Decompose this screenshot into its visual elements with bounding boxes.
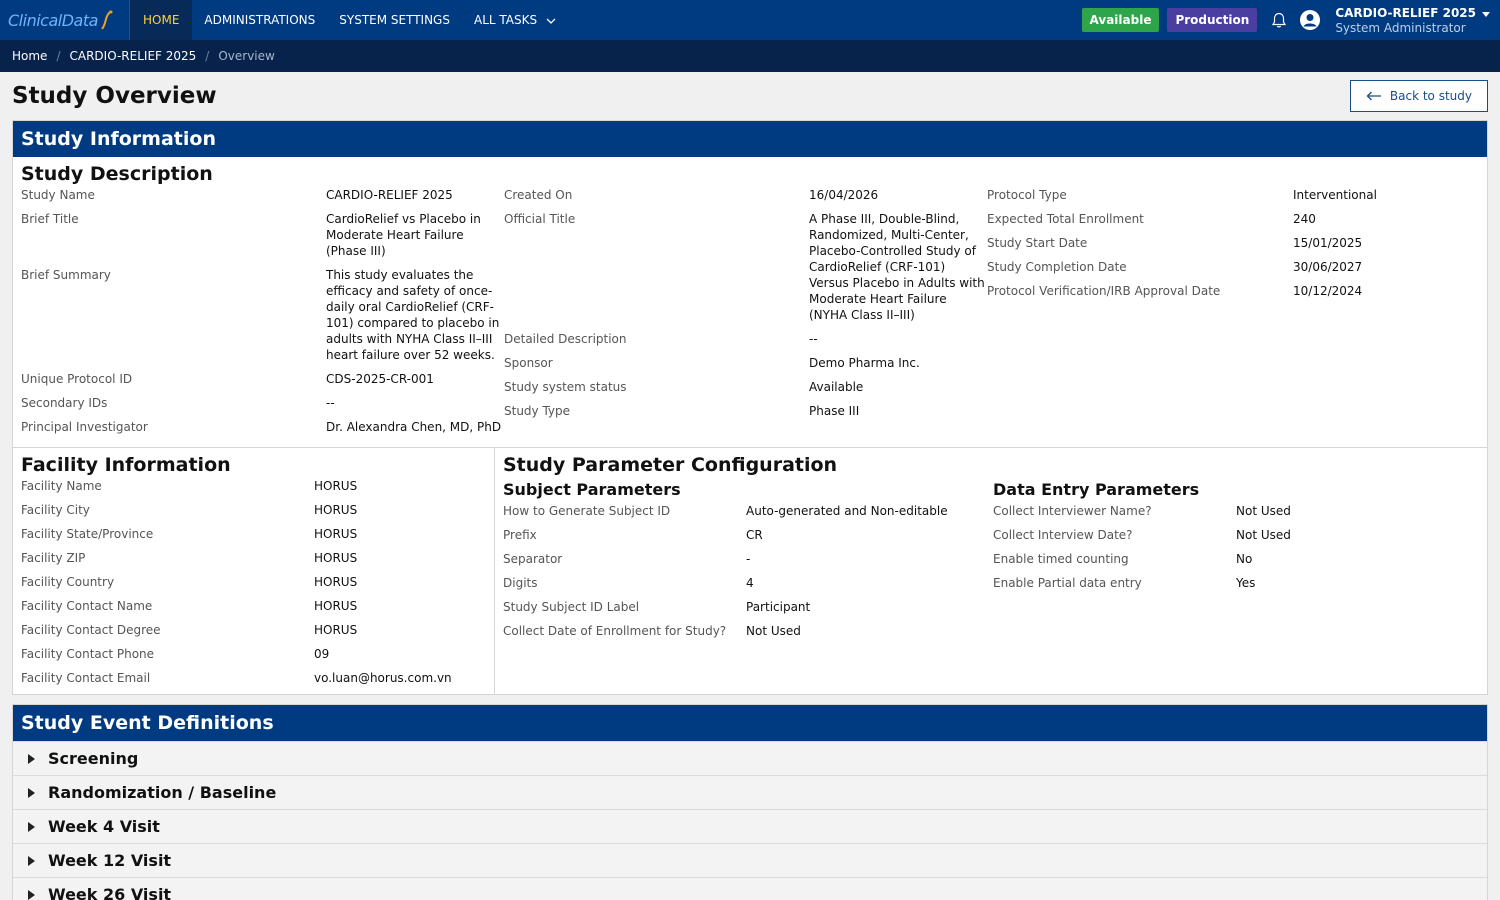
facility-field-row xyxy=(13,574,494,590)
facility-field-row xyxy=(13,502,494,518)
data-entry-parameters-list xyxy=(993,503,1483,591)
study-field-row xyxy=(987,211,1473,227)
breadcrumb-home[interactable]: Home xyxy=(12,49,48,63)
study-description-grid xyxy=(13,187,1487,447)
study-field-label: Brief Summary xyxy=(21,268,111,282)
subject-param-row xyxy=(503,599,993,615)
study-field-row xyxy=(504,211,987,323)
entry-param-value: No xyxy=(1236,552,1253,566)
current-study-name: CARDIO-RELIEF 2025 xyxy=(1335,5,1476,20)
study-field-row xyxy=(504,379,987,395)
subject-parameters-title: Subject Parameters xyxy=(503,480,681,499)
facility-field-label: Facility Contact Name xyxy=(21,599,153,613)
entry-param-value: Not Used xyxy=(1236,528,1291,542)
study-field-value: -- xyxy=(326,396,335,410)
study-field-value: 30/06/2027 xyxy=(1293,260,1363,274)
study-field-label: Study Start Date xyxy=(987,236,1088,250)
study-field-label: Secondary IDs xyxy=(21,396,108,410)
study-field-value: Interventional xyxy=(1293,188,1377,202)
data-entry-parameters-title: Data Entry Parameters xyxy=(993,480,1200,499)
study-field-label: Unique Protocol ID xyxy=(21,372,133,386)
subject-param-label: Study Subject ID Label xyxy=(503,600,640,614)
facility-field-row xyxy=(13,622,494,638)
study-field-label: Created On xyxy=(504,188,573,202)
expand-triangle-icon xyxy=(28,754,35,764)
event-definition-row[interactable] xyxy=(13,775,1487,809)
caret-down-icon[interactable] xyxy=(1482,6,1490,20)
breadcrumb-separator: / xyxy=(205,49,210,63)
subject-param-value: - xyxy=(746,552,751,566)
study-field-row xyxy=(504,355,987,371)
study-field-value: 16/04/2026 xyxy=(809,188,879,202)
facility-list xyxy=(13,478,494,686)
nav-administrations-label: ADMINISTRATIONS xyxy=(204,13,316,27)
subject-param-row xyxy=(503,551,993,567)
event-list xyxy=(13,741,1487,900)
subject-param-label: Separator xyxy=(503,552,563,566)
facility-field-value: HORUS xyxy=(314,551,358,565)
study-field-label: Protocol Verification/IRB Approval Date xyxy=(987,284,1221,298)
study-information-header: Study Information xyxy=(13,121,1487,157)
description-column-2 xyxy=(504,187,987,443)
top-nav xyxy=(0,0,1500,40)
subject-param-value: Not Used xyxy=(746,624,801,638)
entry-param-value: Not Used xyxy=(1236,504,1291,518)
nav-administrations[interactable] xyxy=(192,0,327,40)
facility-information-section xyxy=(13,448,495,694)
facility-field-row xyxy=(13,478,494,494)
entry-param-label: Collect Interviewer Name? xyxy=(993,504,1152,518)
user-avatar-icon[interactable] xyxy=(1299,9,1321,31)
study-field-label: Brief Title xyxy=(21,212,79,226)
subject-param-label: How to Generate Subject ID xyxy=(503,504,671,518)
facility-information-title: Facility Information xyxy=(21,454,231,476)
study-field-row xyxy=(21,395,504,411)
subject-param-row xyxy=(503,527,993,543)
subject-param-label: Digits xyxy=(503,576,538,590)
back-to-study-button[interactable] xyxy=(1350,80,1488,112)
nav-system-settings[interactable] xyxy=(327,0,462,40)
facility-field-value: 09 xyxy=(314,647,330,661)
facility-field-label: Facility City xyxy=(21,503,90,517)
entry-param-label: Enable Partial data entry xyxy=(993,576,1142,590)
subject-param-label: Prefix xyxy=(503,528,537,542)
study-field-value: CardioRelief vs Placebo in Moderate Heart Failure (Phase III) xyxy=(326,212,481,258)
study-field-label: Detailed Description xyxy=(504,332,627,346)
study-field-label: Protocol Type xyxy=(987,188,1067,202)
entry-param-row xyxy=(993,575,1483,591)
facility-field-label: Facility Contact Email xyxy=(21,671,151,685)
entry-param-row xyxy=(993,551,1483,567)
breadcrumb-current: Overview xyxy=(218,49,275,63)
facility-field-value: HORUS xyxy=(314,575,358,589)
nav-all-tasks[interactable] xyxy=(462,0,568,40)
facility-field-value: HORUS xyxy=(314,503,358,517)
study-parameter-section xyxy=(495,448,1491,694)
study-field-value: 240 xyxy=(1293,212,1316,226)
study-field-row xyxy=(504,403,987,419)
study-field-row xyxy=(504,331,987,347)
study-field-value: Phase III xyxy=(809,404,860,418)
study-description-title: Study Description xyxy=(21,163,213,185)
chevron-down-icon xyxy=(546,13,556,27)
study-field-label: Expected Total Enrollment xyxy=(987,212,1144,226)
page-title: Study Overview xyxy=(12,83,217,109)
nav-all-tasks-label: ALL TASKS xyxy=(473,13,538,27)
notification-bell-icon[interactable] xyxy=(1267,12,1291,29)
nav-home[interactable] xyxy=(130,0,192,40)
event-definition-label: Week 4 Visit xyxy=(48,817,160,836)
arrow-left-icon xyxy=(1366,91,1382,101)
expand-triangle-icon xyxy=(28,822,35,832)
facility-field-value: HORUS xyxy=(314,479,358,493)
study-field-value: CDS-2025-CR-001 xyxy=(326,372,434,386)
study-field-row xyxy=(21,187,504,203)
study-field-row xyxy=(987,187,1473,203)
study-field-value: -- xyxy=(809,332,818,346)
app-logo[interactable] xyxy=(0,0,130,40)
current-study-selector[interactable] xyxy=(1335,6,1476,35)
study-field-value: This study evaluates the efficacy and safety of once-daily oral CardioRelief (CRF-101) compared to placebo in adults with NYHA Class II–III heart failure over 52 weeks. xyxy=(326,268,500,362)
study-event-definitions-header: Study Event Definitions xyxy=(13,705,1487,741)
facility-field-value: vo.luan@horus.com.vn xyxy=(314,671,452,685)
entry-param-label: Enable timed counting xyxy=(993,552,1129,566)
entry-param-value: Yes xyxy=(1236,576,1256,590)
study-parameter-title: Study Parameter Configuration xyxy=(503,454,838,476)
event-definition-label: Week 12 Visit xyxy=(48,851,172,870)
entry-param-row xyxy=(993,503,1483,519)
description-column-1 xyxy=(21,187,504,443)
facility-field-label: Facility Contact Phone xyxy=(21,647,155,661)
facility-field-label: Facility State/Province xyxy=(21,527,154,541)
event-definition-row[interactable] xyxy=(13,877,1487,900)
logo-text: ClinicalData xyxy=(8,10,98,30)
study-field-row xyxy=(987,259,1473,275)
subject-param-value: CR xyxy=(746,528,763,542)
facility-field-value: HORUS xyxy=(314,527,358,541)
user-role: System Administrator xyxy=(1335,20,1466,35)
subject-parameters xyxy=(503,478,993,647)
environment-badge: Production xyxy=(1167,8,1257,32)
facility-field-label: Facility Contact Degree xyxy=(21,623,161,637)
study-event-definitions-panel xyxy=(12,704,1488,900)
study-field-value: Dr. Alexandra Chen, MD, PhD xyxy=(326,420,502,434)
expand-triangle-icon xyxy=(28,856,35,866)
study-field-value: A Phase III, Double-Blind, Randomized, Multi-Center, Placebo-Controlled Study of CardioRelief (CRF-101) Versus Placebo in Adults with Moderate Heart Failure (NYHA Class II–III) xyxy=(809,212,985,322)
entry-param-row xyxy=(993,527,1483,543)
expand-triangle-icon xyxy=(28,890,35,900)
study-field-row xyxy=(21,371,504,387)
facility-field-label: Facility Country xyxy=(21,575,115,589)
entry-param-label: Collect Interview Date? xyxy=(993,528,1133,542)
study-field-value: 10/12/2024 xyxy=(1293,284,1363,298)
facility-field-label: Facility ZIP xyxy=(21,551,86,565)
study-field-label: Official Title xyxy=(504,212,576,226)
event-definition-label: Week 26 Visit xyxy=(48,885,172,900)
breadcrumb-study[interactable]: CARDIO-RELIEF 2025 xyxy=(69,49,197,63)
study-field-row xyxy=(987,235,1473,251)
event-definition-label: Screening xyxy=(48,749,139,768)
facility-field-row xyxy=(13,550,494,566)
facility-field-row xyxy=(13,670,494,686)
subject-param-value: Auto-generated and Non-editable xyxy=(746,504,948,518)
description-column-3 xyxy=(987,187,1473,443)
breadcrumb-separator: / xyxy=(56,49,61,63)
study-field-row xyxy=(21,211,504,259)
facility-field-row xyxy=(13,646,494,662)
subject-param-label: Collect Date of Enrollment for Study? xyxy=(503,624,727,638)
study-field-label: Study Completion Date xyxy=(987,260,1127,274)
study-field-value: Available xyxy=(809,380,864,394)
study-field-label: Study Name xyxy=(21,188,95,202)
facility-field-value: HORUS xyxy=(314,623,358,637)
back-to-study-label: Back to study xyxy=(1389,89,1472,103)
logo-swoosh-icon xyxy=(99,9,113,31)
study-field-row xyxy=(987,283,1473,299)
facility-field-row xyxy=(13,598,494,614)
breadcrumb xyxy=(0,40,1500,72)
event-definition-row[interactable] xyxy=(13,809,1487,843)
facility-field-value: HORUS xyxy=(314,599,358,613)
facility-field-label: Facility Name xyxy=(21,479,102,493)
event-definition-row[interactable] xyxy=(13,843,1487,877)
study-field-row xyxy=(21,267,504,363)
data-entry-parameters xyxy=(993,478,1483,647)
study-field-label: Study system status xyxy=(504,380,627,394)
expand-triangle-icon xyxy=(28,788,35,798)
study-field-value: CARDIO-RELIEF 2025 xyxy=(326,188,453,202)
nav-home-label: HOME xyxy=(143,13,180,27)
study-information-panel xyxy=(12,120,1488,695)
event-definition-label: Randomization / Baseline xyxy=(48,783,277,802)
nav-system-settings-label: SYSTEM SETTINGS xyxy=(339,13,450,27)
study-field-value: Demo Pharma Inc. xyxy=(809,356,920,370)
subject-param-value: 4 xyxy=(746,576,754,590)
study-field-value: 15/01/2025 xyxy=(1293,236,1363,250)
subject-param-row xyxy=(503,503,993,519)
facility-field-row xyxy=(13,526,494,542)
study-field-row xyxy=(504,187,987,203)
study-field-label: Sponsor xyxy=(504,356,553,370)
event-definition-row[interactable] xyxy=(13,741,1487,775)
subject-param-row xyxy=(503,575,993,591)
subject-param-row xyxy=(503,623,993,639)
subject-param-value: Participant xyxy=(746,600,811,614)
study-field-label: Principal Investigator xyxy=(21,420,148,434)
status-badge: Available xyxy=(1082,8,1160,32)
study-field-label: Study Type xyxy=(504,404,571,418)
subject-parameters-list xyxy=(503,503,993,639)
study-field-row xyxy=(21,419,504,435)
